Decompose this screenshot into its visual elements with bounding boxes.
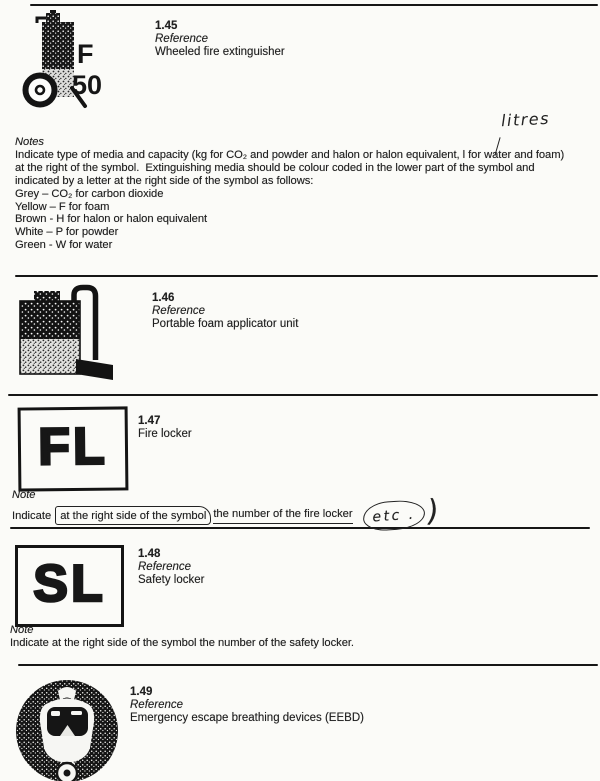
divider-after-foam [8, 394, 598, 396]
notes-line: indicated by a letter at the right side of the symbol as follows: [15, 174, 314, 187]
safety-locker-symbol [15, 545, 124, 627]
reference-block-149 [130, 686, 364, 725]
ref-number: 1.48 [138, 548, 161, 560]
portable-foam-applicator-icon [12, 284, 127, 390]
safety-locker-note [10, 624, 354, 650]
reference-label: Reference [152, 305, 206, 317]
media-letter: F [77, 39, 94, 69]
safety-locker-letters: SL [33, 555, 106, 613]
fire-locker-letters: FL [37, 417, 109, 477]
notes-line: Yellow – F for foam [15, 200, 110, 213]
note-line: Indicate at the right side of the symbol the number of the safety locker. [10, 636, 354, 649]
notes-block [15, 136, 564, 252]
notes-heading: Notes [15, 136, 44, 148]
section-title: Fire locker [138, 428, 192, 440]
notes-line: at the right of the symbol. Extinguishing media should be colour coded in the lower part of the symbol and [15, 161, 535, 174]
notes-line: Brown - H for halon or halon equivalent [15, 213, 208, 226]
notes-line: Indicate type of media and capacity (kg for CO₂ and powder and halon or halon equivalent, l for water and foam) [15, 148, 565, 161]
note-heading: Note [10, 624, 34, 636]
handwritten-paren: ) [424, 493, 440, 530]
section-title: Emergency escape breathing devices (EEBD) [130, 712, 364, 724]
note-boxed-phrase: at the right side of the symbol [55, 506, 211, 525]
reference-label: Reference [155, 33, 209, 45]
note-prefix: Indicate [12, 509, 52, 522]
section-title: Portable foam applicator unit [152, 318, 299, 330]
handwritten-etc-circle: etc . [362, 499, 426, 532]
ref-number: 1.46 [152, 292, 175, 304]
capacity-number: 50 [72, 70, 103, 100]
note-heading: Note [12, 489, 36, 501]
notes-line: Grey – CO₂ for carbon dioxide [15, 187, 164, 200]
section-title: Safety locker [138, 574, 205, 586]
divider-after-notes [15, 275, 598, 277]
reference-block-146 [152, 292, 298, 331]
top-rule [30, 4, 598, 6]
wheeled-fire-extinguisher-icon [22, 10, 137, 118]
ref-number: 1.47 [138, 415, 161, 427]
ref-number: 1.49 [130, 686, 153, 698]
reference-label: Reference [130, 699, 184, 711]
reference-block-148 [138, 548, 204, 587]
reference-block-147 [138, 415, 192, 441]
eebd-mask-icon [14, 678, 120, 781]
handwritten-litres: litres [500, 108, 551, 131]
section-title: Wheeled fire extinguisher [155, 46, 285, 58]
ref-number: 1.45 [155, 20, 178, 32]
reference-label: Reference [138, 561, 192, 573]
reference-block-145 [155, 20, 285, 59]
divider-after-safety-locker [18, 664, 598, 666]
fire-locker-symbol [18, 406, 129, 491]
note-underlined-phrase: the number of the fire locker [213, 508, 352, 524]
notes-line: Green - W for water [15, 239, 113, 252]
notes-line: White – P for powder [15, 226, 119, 239]
